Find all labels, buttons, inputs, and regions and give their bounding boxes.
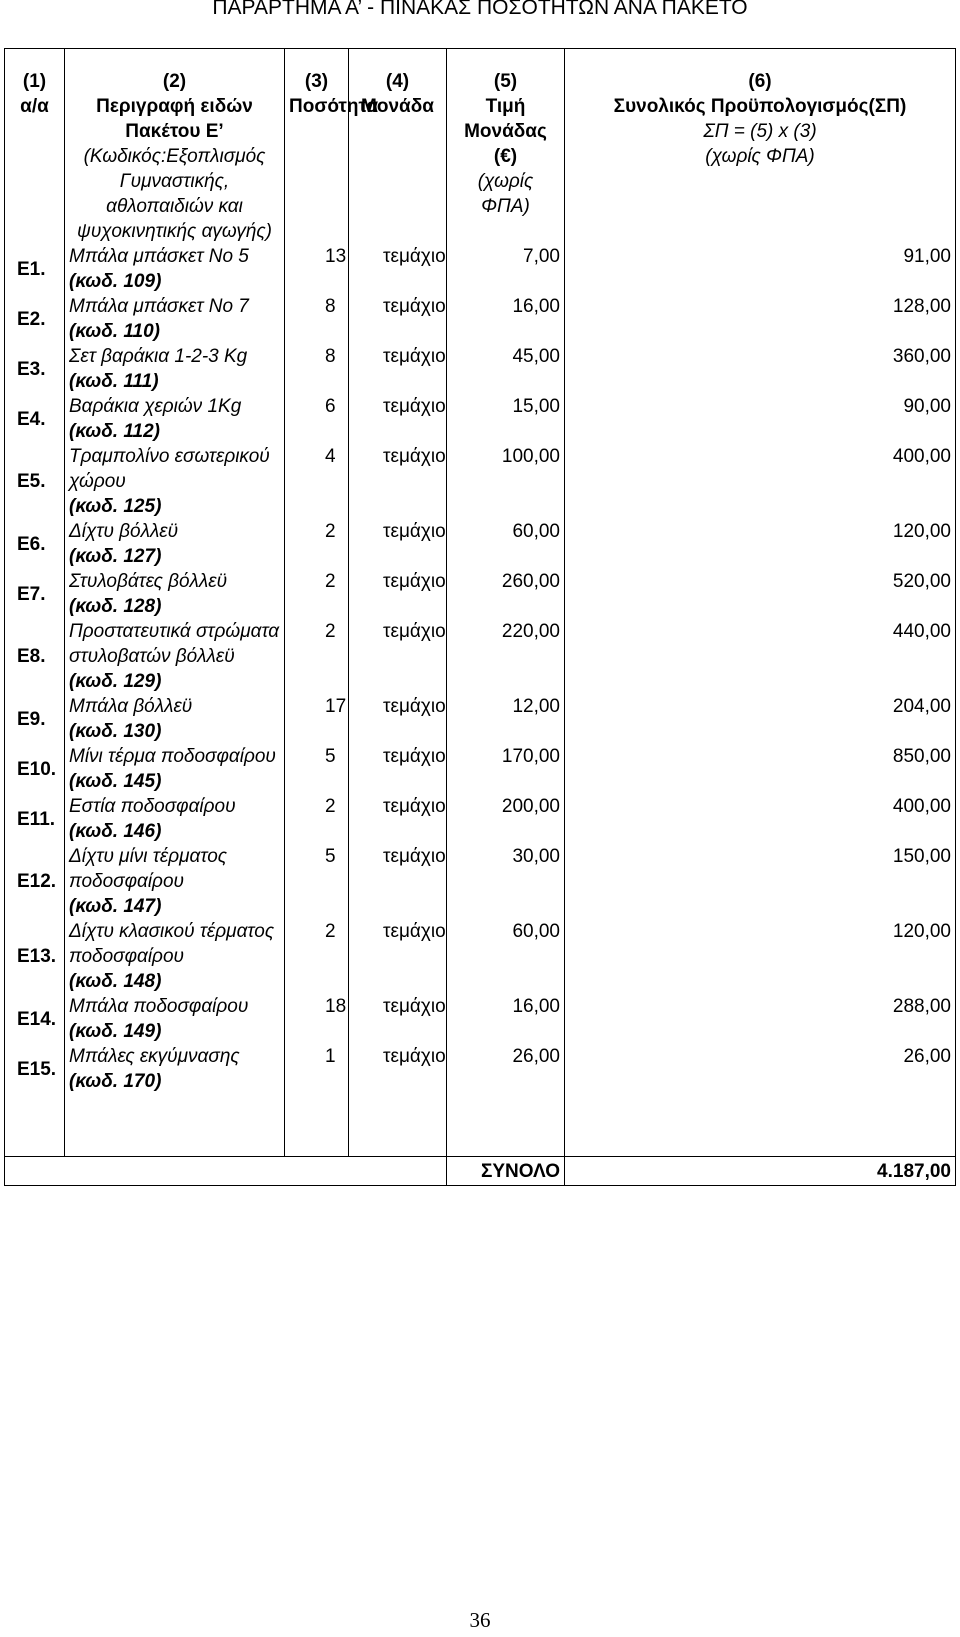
row-total: 90,00 (565, 394, 956, 444)
row-code: (κωδ. 145) (69, 771, 162, 792)
row-unit: τεμάχιο (349, 744, 447, 794)
row-unit: τεμάχιο (349, 519, 447, 569)
row-unit-price: 260,00 (447, 569, 565, 619)
row-unit: τεμάχιο (349, 569, 447, 619)
table-row (5, 444, 956, 519)
total-label: ΣΥΝΟΛΟ (447, 1157, 565, 1186)
row-description-text: Βαράκια χεριών 1Kg (69, 396, 242, 417)
quantities-table (4, 48, 956, 1186)
row-quantity: 2 (285, 619, 349, 694)
header-unit-price (447, 94, 565, 244)
row-total: 128,00 (565, 294, 956, 344)
row-description (65, 394, 285, 444)
row-total: 400,00 (565, 444, 956, 519)
row-aa: Ε4. (5, 394, 65, 444)
row-unit-price: 15,00 (447, 394, 565, 444)
row-unit-price: 45,00 (447, 344, 565, 394)
row-code: (κωδ. 146) (69, 821, 162, 842)
row-aa: Ε9. (5, 694, 65, 744)
row-quantity: 17 (285, 694, 349, 744)
table-row (5, 794, 956, 844)
row-description-text: Στυλοβάτες βόλλεϋ (69, 571, 228, 592)
row-unit-price: 16,00 (447, 294, 565, 344)
row-unit: τεμάχιο (349, 919, 447, 994)
row-quantity: 2 (285, 794, 349, 844)
header-total-formula: ΣΠ = (5) x (3) (703, 121, 817, 142)
row-unit: τεμάχιο (349, 994, 447, 1044)
row-description-text: Δίχτυ βόλλεϋ (69, 521, 179, 542)
row-quantity: 18 (285, 994, 349, 1044)
row-aa: Ε1. (5, 244, 65, 294)
row-description (65, 444, 285, 519)
row-total: 400,00 (565, 794, 956, 844)
row-total: 360,00 (565, 344, 956, 394)
page-number: 36 (469, 1608, 491, 1632)
row-unit-price: 200,00 (447, 794, 565, 844)
header-description-code: (Κωδικός:Εξοπλισμός Γυμναστικής, αθλοπαιδιών και ψυχοκινητικής αγωγής) (77, 146, 272, 242)
row-description (65, 744, 285, 794)
header-row (5, 94, 956, 244)
column-number-row (5, 49, 956, 95)
row-code: (κωδ. 109) (69, 271, 162, 292)
row-description (65, 1044, 285, 1094)
row-description-text: Μίνι τέρμα ποδοσφαίρου (69, 746, 276, 767)
row-code: (κωδ. 110) (69, 321, 160, 342)
table-row (5, 994, 956, 1044)
row-unit: τεμάχιο (349, 844, 447, 919)
row-description-text: Προστατευτικά στρώματα στυλοβατών βόλλεϋ (69, 621, 280, 667)
table-row (5, 569, 956, 619)
row-description (65, 694, 285, 744)
row-quantity: 4 (285, 444, 349, 519)
header-total-budget (565, 94, 956, 244)
row-description-text: Τραμπολίνο εσωτερικού χώρου (69, 446, 270, 492)
row-description-text: Σετ βαράκια 1-2-3 Kg (69, 346, 248, 367)
page-title: ΠΑΡΑΡΤΗΜΑ Α’ - ΠΙΝΑΚΑΣ ΠΟΣΟΤΗΤΩΝ ΑΝΑ ΠΑΚΕΤΟ (212, 0, 748, 19)
column-number: (4) (349, 49, 447, 95)
column-number: (2) (65, 49, 285, 95)
table-row (5, 294, 956, 344)
row-aa: Ε11. (5, 794, 65, 844)
row-aa: Ε15. (5, 1044, 65, 1094)
table-row (5, 519, 956, 569)
row-description (65, 244, 285, 294)
row-quantity: 2 (285, 519, 349, 569)
row-aa: Ε3. (5, 344, 65, 394)
table-row (5, 919, 956, 994)
row-unit: τεμάχιο (349, 294, 447, 344)
row-quantity: 5 (285, 744, 349, 794)
row-code: (κωδ. 111) (69, 371, 159, 392)
header-total-note: (χωρίς ΦΠΑ) (705, 146, 815, 167)
table-row (5, 744, 956, 794)
header-quantity: Ποσότητα (285, 94, 349, 244)
table-row (5, 344, 956, 394)
header-aa: α/α (5, 94, 65, 244)
table-row (5, 1044, 956, 1094)
total-value: 4.187,00 (565, 1157, 956, 1186)
row-unit-price: 60,00 (447, 919, 565, 994)
row-description (65, 294, 285, 344)
row-code: (κωδ. 130) (69, 721, 162, 742)
row-aa: Ε6. (5, 519, 65, 569)
row-code: (κωδ. 148) (69, 971, 162, 992)
row-total: 204,00 (565, 694, 956, 744)
row-unit-price: 60,00 (447, 519, 565, 569)
row-aa: Ε8. (5, 619, 65, 694)
header-description (65, 94, 285, 244)
row-unit-price: 30,00 (447, 844, 565, 919)
row-unit: τεμάχιο (349, 794, 447, 844)
row-quantity: 5 (285, 844, 349, 919)
row-aa: Ε13. (5, 919, 65, 994)
row-code: (κωδ. 125) (69, 496, 162, 517)
row-description (65, 519, 285, 569)
row-aa: Ε10. (5, 744, 65, 794)
row-code: (κωδ. 127) (69, 546, 162, 567)
table-row (5, 244, 956, 294)
column-number: (6) (565, 49, 956, 95)
row-unit: τεμάχιο (349, 694, 447, 744)
row-total: 120,00 (565, 919, 956, 994)
column-number: (3) (285, 49, 349, 95)
row-quantity: 1 (285, 1044, 349, 1094)
total-row (5, 1157, 956, 1186)
table-row (5, 619, 956, 694)
row-total: 150,00 (565, 844, 956, 919)
column-number: (1) (5, 49, 65, 95)
row-unit: τεμάχιο (349, 394, 447, 444)
table-row (5, 394, 956, 444)
row-unit-price: 7,00 (447, 244, 565, 294)
row-description-text: Μπάλα μπάσκετ Νο 7 (69, 296, 249, 317)
row-unit-price: 220,00 (447, 619, 565, 694)
row-description-text: Μπάλες εκγύμνασης (69, 1046, 240, 1067)
column-number: (5) (447, 49, 565, 95)
row-total: 120,00 (565, 519, 956, 569)
row-quantity: 13 (285, 244, 349, 294)
header-description-title: Περιγραφή ειδών Πακέτου Ε’ (96, 96, 253, 142)
row-quantity: 6 (285, 394, 349, 444)
row-description-text: Δίχτυ κλασικού τέρματος ποδοσφαίρου (69, 921, 275, 967)
row-description-text: Δίχτυ μίνι τέρματος ποδοσφαίρου (69, 846, 228, 892)
row-total: 91,00 (565, 244, 956, 294)
row-total: 26,00 (565, 1044, 956, 1094)
row-unit: τεμάχιο (349, 1044, 447, 1094)
row-unit: τεμάχιο (349, 344, 447, 394)
row-code: (κωδ. 129) (69, 671, 162, 692)
row-aa: Ε7. (5, 569, 65, 619)
row-unit-price: 16,00 (447, 994, 565, 1044)
row-quantity: 2 (285, 919, 349, 994)
row-code: (κωδ. 149) (69, 1021, 162, 1042)
total-blank-cell (5, 1157, 447, 1186)
row-aa: Ε14. (5, 994, 65, 1044)
row-description-text: Μπάλα μπάσκετ Νο 5 (69, 246, 249, 267)
table-spacer-row (5, 1094, 956, 1157)
row-code: (κωδ. 128) (69, 596, 162, 617)
row-description (65, 794, 285, 844)
header-unit-price-note: (χωρίς ΦΠΑ) (477, 171, 534, 217)
header-unit: Μονάδα (349, 94, 447, 244)
header-unit-price-title: Τιμή Μονάδας (€) (464, 96, 547, 167)
row-total: 520,00 (565, 569, 956, 619)
row-description-text: Μπάλα ποδοσφαίρου (69, 996, 249, 1017)
row-code: (κωδ. 170) (69, 1071, 162, 1092)
row-description-text: Εστία ποδοσφαίρου (69, 796, 236, 817)
row-description (65, 844, 285, 919)
row-description (65, 569, 285, 619)
row-quantity: 8 (285, 344, 349, 394)
row-aa: Ε5. (5, 444, 65, 519)
header-total-title: Συνολικός Προϋπολογισμός(ΣΠ) (613, 96, 907, 117)
row-quantity: 8 (285, 294, 349, 344)
row-unit: τεμάχιο (349, 244, 447, 294)
row-unit-price: 170,00 (447, 744, 565, 794)
row-total: 288,00 (565, 994, 956, 1044)
row-unit-price: 100,00 (447, 444, 565, 519)
row-aa: Ε2. (5, 294, 65, 344)
row-unit: τεμάχιο (349, 619, 447, 694)
row-total: 440,00 (565, 619, 956, 694)
row-description (65, 919, 285, 994)
row-code: (κωδ. 147) (69, 896, 162, 917)
row-description (65, 994, 285, 1044)
row-code: (κωδ. 112) (69, 421, 160, 442)
row-unit-price: 12,00 (447, 694, 565, 744)
row-description (65, 619, 285, 694)
row-quantity: 2 (285, 569, 349, 619)
row-unit: τεμάχιο (349, 444, 447, 519)
row-description (65, 344, 285, 394)
row-total: 850,00 (565, 744, 956, 794)
row-unit-price: 26,00 (447, 1044, 565, 1094)
table-row (5, 844, 956, 919)
row-description-text: Μπάλα βόλλεϋ (69, 696, 193, 717)
table-row (5, 694, 956, 744)
row-aa: Ε12. (5, 844, 65, 919)
